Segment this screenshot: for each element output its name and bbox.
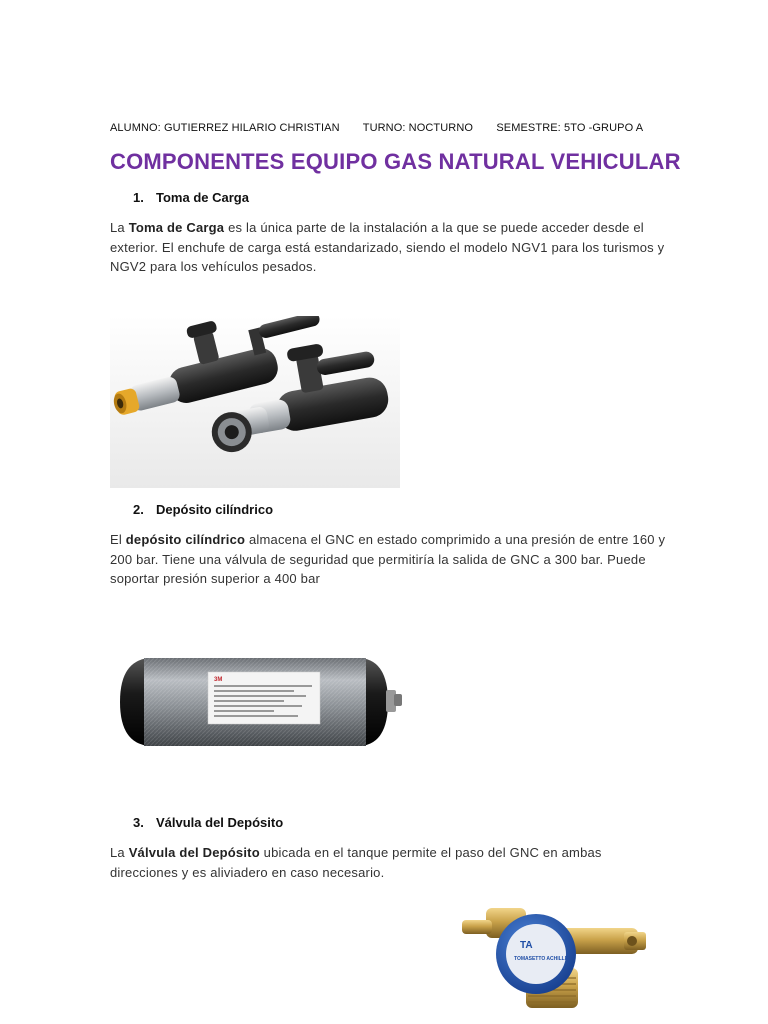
- cylinder-label-brand: 3M: [214, 677, 223, 683]
- valve-label-brand: TA: [520, 940, 533, 951]
- student-info-line: [110, 122, 643, 134]
- section-number: 1.: [133, 190, 144, 205]
- section-heading-1: [133, 190, 249, 205]
- para-text: La: [110, 220, 125, 235]
- valve-label-text: TOMASETTO ACHILLE: [514, 956, 569, 962]
- section-title: Depósito cilíndrico: [156, 502, 274, 517]
- page-title: COMPONENTES EQUIPO GAS NATURAL VEHICULAR: [110, 149, 681, 174]
- para-text: ubicada en el tanque permite el paso del GNC en ambas direcciones y es aliviadero en caso necesario.: [110, 845, 602, 880]
- section-heading-3: [133, 815, 283, 830]
- tank-valve-photo: [458, 898, 652, 1014]
- section-heading-2: [133, 502, 273, 517]
- para-bold: Toma de Carga: [128, 220, 225, 235]
- semester: SEMESTRE: 5TO -GRUPO A: [496, 122, 644, 134]
- section-paragraph-3: [110, 843, 670, 882]
- section-paragraph-1: [110, 218, 670, 277]
- para-text: almacena el GNC en estado comprimido a una presión de entre 160 y 200 bar. Tiene una válvula de seguridad que permitiría la salida de GNC a 300 bar. Puede soportar presión superior a 400 bar: [110, 532, 666, 586]
- section-title: Toma de Carga: [156, 190, 249, 205]
- para-text: es la única parte de la instalación a la que se puede acceder desde el exterior. El enchufe de carga está estandarizado, siendo el modelo NGV1 para los turismos y NGV2 para los vehículos pesados.: [110, 220, 665, 274]
- section-number: 3.: [133, 815, 144, 830]
- para-text: El: [110, 532, 122, 547]
- charging-nozzle-photo: [110, 316, 400, 488]
- section-number: 2.: [133, 502, 144, 517]
- shift: TURNO: NOCTURNO: [362, 122, 474, 134]
- student-name: ALUMNO: GUTIERREZ HILARIO CHRISTIAN: [110, 122, 340, 134]
- section-title: Válvula del Depósito: [156, 815, 284, 830]
- para-bold: Válvula del Depósito: [128, 845, 260, 860]
- gas-cylinder-photo: [110, 650, 406, 754]
- para-bold: depósito cilíndrico: [125, 532, 246, 547]
- section-paragraph-2: [110, 530, 670, 589]
- para-text: La: [110, 845, 125, 860]
